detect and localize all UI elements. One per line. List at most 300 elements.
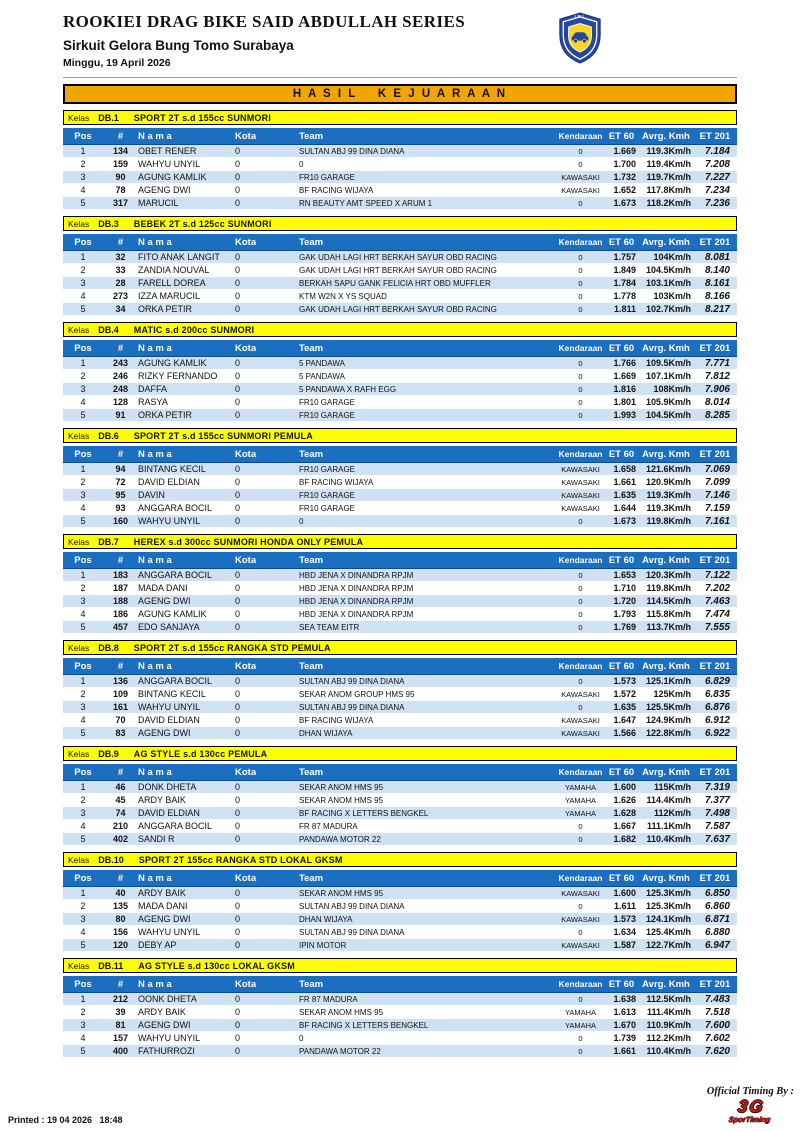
column-header-number: #: [117, 236, 124, 248]
cell-et60: 1.669: [613, 146, 636, 156]
column-header-kendaraan: Kendaraan: [558, 131, 603, 141]
class-section: [63, 640, 737, 740]
cell-avg-kmh: 117.8Km/h: [646, 185, 691, 195]
table-row: [63, 303, 737, 316]
cell-team: SEKAR ANOM HMS 95: [299, 888, 384, 898]
cell-kota: 0: [235, 715, 241, 725]
column-header-kendaraan: Kendaraan: [558, 979, 603, 989]
cell-number: 80: [115, 914, 126, 924]
cell-et60: 1.673: [613, 198, 636, 208]
cell-team: PANDAWA MOTOR 22: [299, 1046, 381, 1056]
cell-kota: 0: [235, 782, 241, 792]
cell-kendaraan: 0: [578, 358, 583, 368]
cell-pos: 3: [80, 1020, 86, 1030]
cell-number: 156: [112, 927, 129, 937]
table-row: [63, 913, 737, 926]
column-header-et60: ET 60: [608, 130, 635, 142]
timing-credit-label: Official Timing By :: [706, 1086, 794, 1097]
cell-kota: 0: [235, 146, 241, 156]
table-row: [63, 184, 737, 197]
cell-team: SEA TEAM EITR: [299, 622, 360, 632]
column-header-number: #: [117, 660, 124, 672]
table-row: [63, 727, 737, 740]
column-header-pos: Pos: [74, 660, 92, 672]
cell-team: FR10 GARAGE: [299, 503, 356, 513]
cell-pos: 3: [80, 490, 86, 500]
cell-avg-kmh: 103Km/h: [653, 291, 691, 301]
cell-kota: 0: [235, 821, 241, 831]
table-row: [63, 277, 737, 290]
column-header-number: #: [117, 130, 124, 142]
column-header-kendaraan: Kendaraan: [558, 237, 603, 247]
cell-et201: 7.146: [704, 489, 730, 501]
cell-pos: 3: [80, 702, 86, 712]
cell-kota: 0: [235, 1033, 241, 1043]
table-row: [63, 370, 737, 383]
cell-avg-kmh: 112.2Km/h: [646, 1033, 691, 1043]
cell-et201: 7.463: [704, 595, 730, 607]
class-section: [63, 534, 737, 634]
column-header-et201: ET 201: [699, 130, 731, 142]
cell-avg-kmh: 104Km/h: [653, 252, 691, 262]
cell-team: HBD JENA X DINANDRA RPJM: [299, 583, 414, 593]
cell-team: SULTAN ABJ 99 DINA DIANA: [299, 676, 405, 686]
table-row: [63, 502, 737, 515]
cell-number: 134: [112, 146, 129, 156]
cell-et60: 1.661: [613, 1046, 636, 1056]
cell-number: 32: [115, 252, 126, 262]
cell-number: 33: [115, 265, 126, 275]
cell-et60: 1.778: [613, 291, 636, 301]
cell-et60: 1.573: [613, 914, 636, 924]
cell-kota: 0: [235, 583, 241, 593]
column-header-nama: N a m a: [138, 766, 172, 778]
cell-kendaraan: KAWASAKI: [561, 477, 600, 487]
cell-kota: 0: [235, 808, 241, 818]
table-row: [63, 900, 737, 913]
cell-number: 246: [112, 371, 129, 381]
column-header-kota: Kota: [235, 130, 257, 142]
cell-nama: FATHURROZI: [138, 1046, 195, 1056]
column-header-number: #: [117, 554, 124, 566]
cell-pos: 5: [80, 1046, 86, 1056]
table-header-row: [63, 446, 737, 463]
table-row: [63, 1006, 737, 1019]
cell-et201: 8.014: [704, 396, 730, 408]
column-header-kota: Kota: [235, 766, 257, 778]
column-header-et201: ET 201: [699, 236, 731, 248]
cell-et60: 1.669: [613, 371, 636, 381]
cell-et60: 1.793: [613, 609, 636, 619]
cell-avg-kmh: 111.1Km/h: [646, 821, 691, 831]
kelas-label: Kelas: [68, 112, 90, 123]
cell-nama: DAVIN: [138, 490, 165, 500]
cell-avg-kmh: 119.8Km/h: [646, 516, 691, 526]
kelas-name: AG STYLE s.d 130cc LOKAL GKSM: [138, 960, 295, 971]
class-section: [63, 958, 737, 1058]
table-header-row: [63, 764, 737, 781]
cell-nama: AGUNG KAMLIK: [138, 358, 207, 368]
cell-kendaraan: 0: [578, 622, 583, 632]
cell-et201: 6.850: [704, 887, 730, 899]
kelas-code: DB.9: [98, 748, 119, 759]
imi-shield-icon: [558, 12, 602, 64]
cell-kendaraan: 0: [578, 291, 583, 301]
kelas-label: Kelas: [68, 748, 90, 759]
kelas-code: DB.8: [98, 642, 119, 653]
cell-avg-kmh: 125.3Km/h: [645, 888, 691, 898]
cell-avg-kmh: 119.3Km/h: [646, 503, 691, 513]
column-header-kendaraan: Kendaraan: [558, 449, 603, 459]
column-header-number: #: [117, 872, 124, 884]
table-row: [63, 476, 737, 489]
table-row: [63, 608, 737, 621]
cell-et60: 1.739: [613, 1033, 636, 1043]
cell-team: 5 PANDAWA: [299, 358, 345, 368]
cell-et201: 7.906: [704, 383, 730, 395]
table-row: [63, 807, 737, 820]
cell-nama: DAVID ELDIAN: [138, 477, 200, 487]
cell-et60: 1.600: [613, 888, 636, 898]
column-header-et60: ET 60: [608, 978, 635, 990]
cell-kota: 0: [235, 291, 241, 301]
cell-number: 400: [112, 1046, 129, 1056]
cell-kota: 0: [235, 622, 241, 632]
cell-team: 0: [299, 1033, 304, 1043]
cell-nama: DAFFA: [138, 384, 168, 394]
cell-pos: 2: [80, 795, 86, 805]
table-header-row: [63, 552, 737, 569]
cell-number: 157: [112, 1033, 129, 1043]
cell-nama: ANGGARA BOCIL: [138, 676, 213, 686]
cell-avg-kmh: 108Km/h: [653, 384, 691, 394]
column-header-kota: Kota: [235, 236, 257, 248]
cell-kota: 0: [235, 252, 241, 262]
column-header-kendaraan: Kendaraan: [558, 767, 603, 777]
cell-et201: 8.166: [704, 290, 730, 302]
cell-et201: 7.377: [704, 794, 730, 806]
cell-team: FR 87 MADURA: [299, 994, 358, 1004]
cell-et60: 1.816: [613, 384, 636, 394]
cell-kendaraan: YAMAHA: [564, 795, 597, 805]
cell-kendaraan: 0: [578, 676, 583, 686]
cell-avg-kmh: 107.1Km/h: [645, 371, 691, 381]
table-row: [63, 1032, 737, 1045]
cell-et60: 1.670: [613, 1020, 636, 1030]
cell-kota: 0: [235, 477, 241, 487]
table-row: [63, 701, 737, 714]
cell-team: SULTAN ABJ 99 DINA DIANA: [299, 901, 405, 911]
column-header-pos: Pos: [74, 872, 92, 884]
svg-text:IMI: IMI: [574, 13, 586, 19]
cell-et60: 1.634: [613, 927, 636, 937]
column-header-kota: Kota: [235, 978, 257, 990]
cell-kota: 0: [235, 198, 241, 208]
cell-et201: 7.227: [704, 171, 730, 183]
cell-et60: 1.849: [613, 265, 636, 275]
cell-nama: AGENG DWI: [138, 728, 191, 738]
cell-number: 248: [112, 384, 129, 394]
cell-kota: 0: [235, 1020, 241, 1030]
cell-et60: 1.700: [613, 159, 636, 169]
cell-number: 93: [115, 503, 126, 513]
column-header-avg-kmh: Avrg. Kmh: [642, 978, 690, 990]
column-header-nama: N a m a: [138, 872, 172, 884]
cell-kota: 0: [235, 689, 241, 699]
cell-kota: 0: [235, 927, 241, 937]
class-header-bar: [63, 216, 737, 231]
table-row: [63, 833, 737, 846]
cell-pos: 5: [80, 834, 86, 844]
cell-number: 46: [115, 782, 126, 792]
cell-avg-kmh: 102.7Km/h: [645, 304, 691, 314]
cell-nama: WAHYU UNYIL: [138, 1033, 201, 1043]
cell-et60: 1.658: [613, 464, 636, 474]
class-section: [63, 322, 737, 422]
cell-number: 188: [112, 596, 129, 606]
cell-team: DHAN WIJAYA: [299, 914, 353, 924]
table-row: [63, 357, 737, 370]
column-header-pos: Pos: [74, 236, 92, 248]
cell-avg-kmh: 103.1Km/h: [645, 278, 691, 288]
cell-et60: 1.993: [613, 410, 636, 420]
cell-kendaraan: KAWASAKI: [561, 490, 600, 500]
cell-nama: DAVID ELDIAN: [138, 715, 200, 725]
cell-kendaraan: YAMAHA: [564, 808, 597, 818]
cell-team: GAK UDAH LAGI HRT BERKAH SAYUR OBD RACING: [299, 304, 497, 314]
cell-number: 91: [115, 410, 126, 420]
cell-avg-kmh: 105.9Km/h: [645, 397, 691, 407]
cell-nama: MADA DANI: [138, 901, 188, 911]
cell-nama: FARELL DOREA: [138, 278, 206, 288]
column-header-pos: Pos: [74, 978, 92, 990]
cell-number: 186: [112, 609, 129, 619]
cell-et201: 7.555: [704, 621, 730, 633]
cell-et60: 1.638: [613, 994, 636, 1004]
cell-avg-kmh: 118.2Km/h: [646, 198, 691, 208]
cell-et60: 1.757: [613, 252, 636, 262]
cell-kendaraan: 0: [578, 834, 583, 844]
cell-kendaraan: KAWASAKI: [561, 940, 600, 950]
column-header-nama: N a m a: [138, 342, 172, 354]
table-row: [63, 1019, 737, 1032]
cell-team: BF RACING X LETTERS BENGKEL: [299, 1020, 429, 1030]
cell-number: 83: [115, 728, 126, 738]
cell-avg-kmh: 120.9Km/h: [645, 477, 691, 487]
column-header-kota: Kota: [235, 660, 257, 672]
cell-pos: 2: [80, 265, 86, 275]
cell-kota: 0: [235, 702, 241, 712]
cell-kendaraan: KAWASAKI: [561, 914, 600, 924]
column-header-nama: N a m a: [138, 660, 172, 672]
column-header-kendaraan: Kendaraan: [558, 661, 603, 671]
kelas-name: SPORT 2T 155cc RANGKA STD LOKAL GKSM: [138, 854, 343, 865]
cell-team: 5 PANDAWA: [299, 371, 345, 381]
cell-et201: 6.922: [704, 727, 730, 739]
class-header-bar: [63, 534, 737, 549]
cell-avg-kmh: 110.4Km/h: [646, 834, 691, 844]
cell-nama: DONK DHETA: [138, 782, 197, 792]
cell-avg-kmh: 119.3Km/h: [646, 146, 691, 156]
cell-avg-kmh: 104.5Km/h: [645, 410, 691, 420]
cell-avg-kmh: 110.4Km/h: [646, 1046, 691, 1056]
cell-pos: 2: [80, 583, 86, 593]
cell-nama: WAHYU UNYIL: [138, 927, 201, 937]
class-section: [63, 216, 737, 316]
cell-number: 273: [112, 291, 129, 301]
cell-nama: ARDY BAIK: [138, 1007, 186, 1017]
cell-et201: 7.498: [704, 807, 730, 819]
table-header-row: [63, 340, 737, 357]
cell-number: 160: [112, 516, 129, 526]
cell-kendaraan: 0: [578, 371, 583, 381]
cell-nama: OONK DHETA: [138, 994, 197, 1004]
cell-nama: RASYA: [138, 397, 168, 407]
cell-et201: 7.483: [704, 993, 730, 1005]
cell-et201: 7.236: [704, 197, 730, 209]
cell-kendaraan: 0: [578, 1033, 583, 1043]
cell-number: 128: [112, 397, 129, 407]
column-header-et60: ET 60: [608, 660, 635, 672]
cell-kendaraan: 0: [578, 596, 583, 606]
cell-avg-kmh: 115.8Km/h: [646, 609, 691, 619]
cell-avg-kmh: 125.3Km/h: [645, 901, 691, 911]
cell-kota: 0: [235, 503, 241, 513]
column-header-avg-kmh: Avrg. Kmh: [642, 342, 690, 354]
kelas-code: DB.11: [98, 960, 124, 971]
cell-pos: 1: [80, 464, 86, 474]
cell-et60: 1.766: [613, 358, 636, 368]
cell-kendaraan: 0: [578, 304, 583, 314]
cell-kota: 0: [235, 410, 241, 420]
cell-pos: 1: [80, 676, 86, 686]
cell-nama: WAHYU UNYIL: [138, 159, 201, 169]
cell-avg-kmh: 125.4Km/h: [645, 927, 691, 937]
kelas-label: Kelas: [68, 430, 90, 441]
kelas-code: DB.4: [98, 324, 119, 335]
cell-kendaraan: 0: [578, 927, 583, 937]
cell-nama: BINTANG KECIL: [138, 689, 206, 699]
cell-avg-kmh: 110.9Km/h: [646, 1020, 691, 1030]
cell-kendaraan: 0: [578, 901, 583, 911]
cell-et60: 1.600: [613, 782, 636, 792]
cell-avg-kmh: 125.5Km/h: [645, 702, 691, 712]
class-section: [63, 428, 737, 528]
cell-team: FR10 GARAGE: [299, 410, 356, 420]
cell-kendaraan: KAWASAKI: [561, 503, 600, 513]
cell-nama: WAHYU UNYIL: [138, 516, 201, 526]
column-header-nama: N a m a: [138, 554, 172, 566]
cell-et201: 7.234: [704, 184, 730, 196]
cell-avg-kmh: 119.8Km/h: [646, 583, 691, 593]
cell-team: BERKAH SAPU GANK FELICIA HRT OBD MUFFLER: [299, 278, 491, 288]
table-row: [63, 582, 737, 595]
cell-pos: 4: [80, 715, 86, 725]
cell-pos: 2: [80, 371, 86, 381]
cell-team: 5 PANDAWA X RAFH EGG: [299, 384, 397, 394]
cell-number: 39: [115, 1007, 126, 1017]
cell-nama: ARDY BAIK: [138, 888, 186, 898]
cell-kota: 0: [235, 728, 241, 738]
event-title: ROOKIEI DRAG BIKE SAID ABDULLAH SERIES: [63, 12, 466, 31]
column-header-number: #: [117, 342, 124, 354]
cell-kota: 0: [235, 834, 241, 844]
cell-nama: ARDY BAIK: [138, 795, 186, 805]
cell-number: 95: [115, 490, 126, 500]
kelas-label: Kelas: [68, 324, 90, 335]
cell-kendaraan: 0: [578, 994, 583, 1004]
cell-nama: ANGGARA BOCIL: [138, 503, 213, 513]
cell-kota: 0: [235, 596, 241, 606]
cell-kendaraan: 0: [578, 821, 583, 831]
cell-avg-kmh: 124.1Km/h: [645, 914, 691, 924]
cell-et201: 7.069: [704, 463, 730, 475]
cell-number: 78: [115, 185, 126, 195]
table-row: [63, 409, 737, 422]
cell-et201: 6.860: [704, 900, 730, 912]
cell-et201: 6.871: [704, 913, 730, 925]
column-header-kota: Kota: [235, 448, 257, 460]
table-row: [63, 781, 737, 794]
cell-team: PANDAWA MOTOR 22: [299, 834, 381, 844]
column-header-pos: Pos: [74, 448, 92, 460]
table-row: [63, 515, 737, 528]
cell-nama: ZANDIA NOUVAL: [138, 265, 210, 275]
cell-team: FR10 GARAGE: [299, 397, 356, 407]
table-row: [63, 171, 737, 184]
class-section: [63, 852, 737, 952]
cell-et201: 7.319: [704, 781, 730, 793]
cell-et60: 1.573: [613, 676, 636, 686]
table-row: [63, 926, 737, 939]
column-header-team: Team: [299, 660, 324, 672]
cell-et201: 7.637: [704, 833, 730, 845]
cell-pos: 5: [80, 304, 86, 314]
cell-pos: 4: [80, 397, 86, 407]
cell-et60: 1.626: [613, 795, 636, 805]
cell-pos: 1: [80, 782, 86, 792]
table-row: [63, 993, 737, 1006]
kelas-name: SPORT 2T s.d 155cc RANGKA STD PEMULA: [133, 642, 331, 653]
cell-kota: 0: [235, 371, 241, 381]
class-section: [63, 110, 737, 210]
cell-nama: AGUNG KAMLIK: [138, 609, 207, 619]
cell-team: SULTAN ABJ 99 DINA DIANA: [299, 146, 405, 156]
cell-pos: 4: [80, 185, 86, 195]
cell-nama: AGENG DWI: [138, 185, 191, 195]
table-row: [63, 396, 737, 409]
table-row: [63, 197, 737, 210]
timing-credit: [707, 1086, 794, 1127]
cell-kendaraan: KAWASAKI: [561, 888, 600, 898]
cell-kota: 0: [235, 384, 241, 394]
table-header-row: [63, 976, 737, 993]
cell-team: BF RACING WIJAYA: [299, 477, 374, 487]
cell-et201: 7.099: [704, 476, 730, 488]
cell-et60: 1.611: [613, 901, 636, 911]
cell-nama: FITO ANAK LANGIT: [138, 252, 220, 262]
report-page: [63, 0, 737, 1058]
cell-avg-kmh: 113.7Km/h: [646, 622, 691, 632]
cell-kendaraan: YAMAHA: [564, 1020, 597, 1030]
column-header-et60: ET 60: [608, 872, 635, 884]
cell-kota: 0: [235, 1046, 241, 1056]
cell-et60: 1.784: [613, 278, 636, 288]
cell-kota: 0: [235, 464, 241, 474]
cell-et201: 7.208: [704, 158, 730, 170]
circuit-name: Sirkuit Gelora Bung Tomo Surabaya: [63, 38, 294, 53]
timing-logo-text-top: 3G: [736, 1097, 766, 1116]
